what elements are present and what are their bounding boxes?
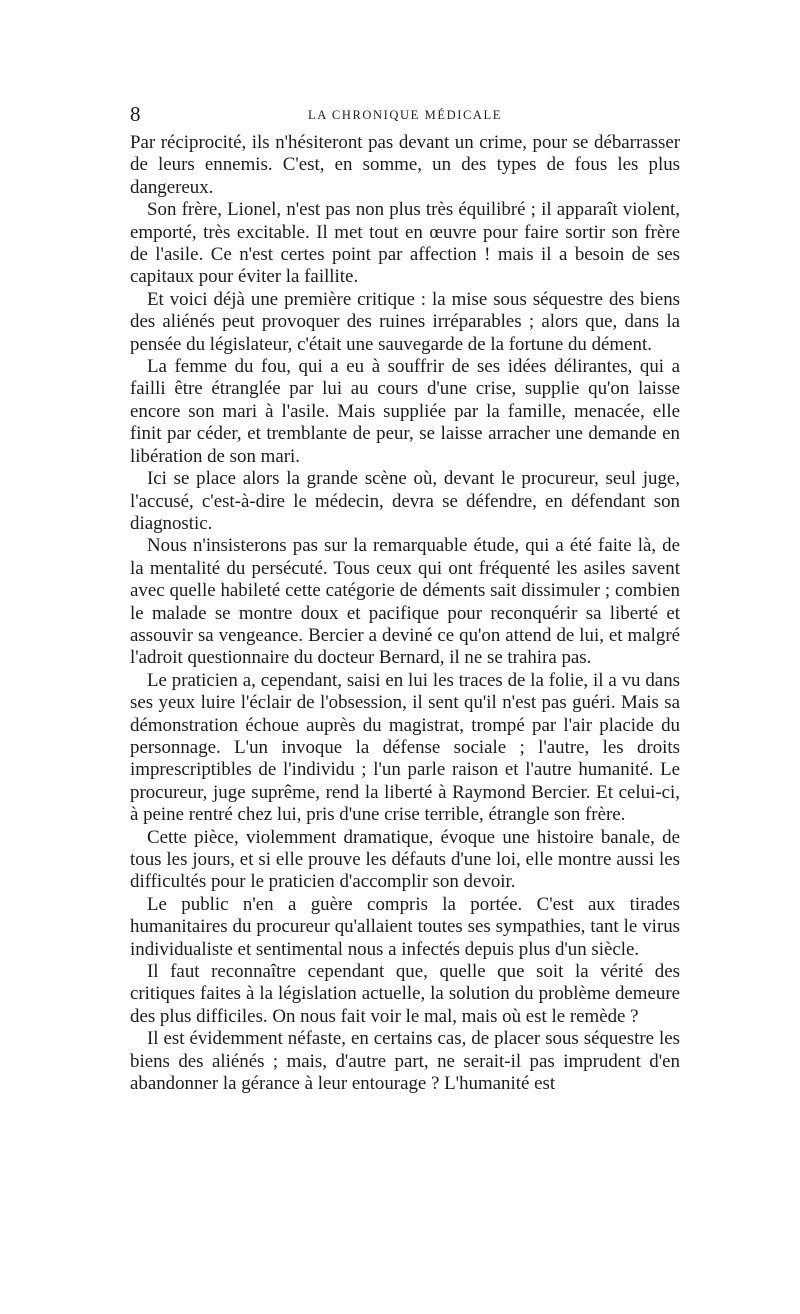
book-page — [130, 100, 680, 1095]
page-number: 8 — [130, 102, 141, 126]
paragraph: Son frère, Lionel, n'est pas non plus très équilibré ; il apparaît violent, emporté, très excitable. Il met tout en œuvre pour faire sortir son frère de l'asile. Ce n'est certes point par affection ! mais il a besoin de ses capitaux pour éviter la faillite. — [130, 199, 680, 288]
paragraph: Le public n'en a guère compris la portée. C'est aux tirades humanitaires du procureur qu'allaient toutes ses sympathies, tant le virus individualiste et sentimental nous a infectés depuis plus d'un siècle. — [130, 893, 680, 960]
paragraph: Le praticien a, cependant, saisi en lui les traces de la folie, il a vu dans ses yeux luire l'éclair de l'obsession, il sent qu'il n'est pas guéri. Mais sa démonstration échoue auprès du magistrat, trompé par l'air placide du personnage. L'un invoque la défense sociale ; l'autre, les droits imprescriptibles de l'individu ; l'un parle raison et l'autre humanité. Le procureur, juge suprême, rend la liberté à Raymond Bercier. Et celui-ci, à peine rentré chez lui, pris d'une crise terrible, étrangle son frère. — [130, 669, 680, 826]
paragraph: La femme du fou, qui a eu à souffrir de ses idées délirantes, qui a failli être étranglée par lui au cours d'une crise, supplie qu'on laisse encore son mari à l'asile. Mais suppliée par la famille, menacée, elle finit par céder, et tremblante de peur, se laisse arracher une demande en libération de son mari. — [130, 356, 680, 467]
paragraph: Cette pièce, violemment dramatique, évoque une histoire banale, de tous les jours, et si elle prouve les défauts d'une loi, elle montre aussi les difficultés pour le praticien d'accomplir son devoir. — [130, 826, 680, 893]
paragraph: Et voici déjà une première critique : la mise sous séquestre des biens des aliénés peut provoquer des ruines irréparables ; alors que, dans la pensée du législateur, c'était une sauvegarde de la fortune du dément. — [130, 288, 680, 355]
paragraph: Il faut reconnaître cependant que, quelle que soit la vérité des critiques faites à la législation actuelle, la solution du problème demeure des plus difficiles. On nous fait voir le mal, mais où est le remède ? — [130, 961, 680, 1027]
paragraph: Il est évidemment néfaste, en certains cas, de placer sous séquestre les biens des aliénés ; mais, d'autre part, ne serait-il pas imprudent d'en abandonner la gérance à leur entourage ? L'humanité est — [130, 1028, 680, 1095]
paragraph: Nous n'insisterons pas sur la remarquable étude, qui a été faite là, de la mentalité du persécuté. Tous ceux qui ont fréquenté les asiles savent avec quelle habileté cette catégorie de déments sait dissimuler ; combien le malade se montre doux et pacifique pour reconquérir sa liberté et assouvir sa vengeance. Bercier a deviné ce qu'on attend de lui, et malgré l'adroit questionnaire du docteur Bernard, il ne se trahira pas. — [130, 535, 680, 669]
running-head — [130, 100, 680, 130]
paragraph: Ici se place alors la grande scène où, devant le procureur, seul juge, l'accusé, c'est-à-dire le médecin, devra se défendre, en défendant son diagnostic. — [130, 468, 680, 534]
journal-title: LA CHRONIQUE MÉDICALE — [307, 108, 502, 122]
body-text — [130, 132, 680, 1095]
paragraph: Par réciprocité, ils n'hésiteront pas devant un crime, pour se débarrasser de leurs ennemis. C'est, en somme, un des types de fous les plus dangereux. — [130, 132, 680, 198]
